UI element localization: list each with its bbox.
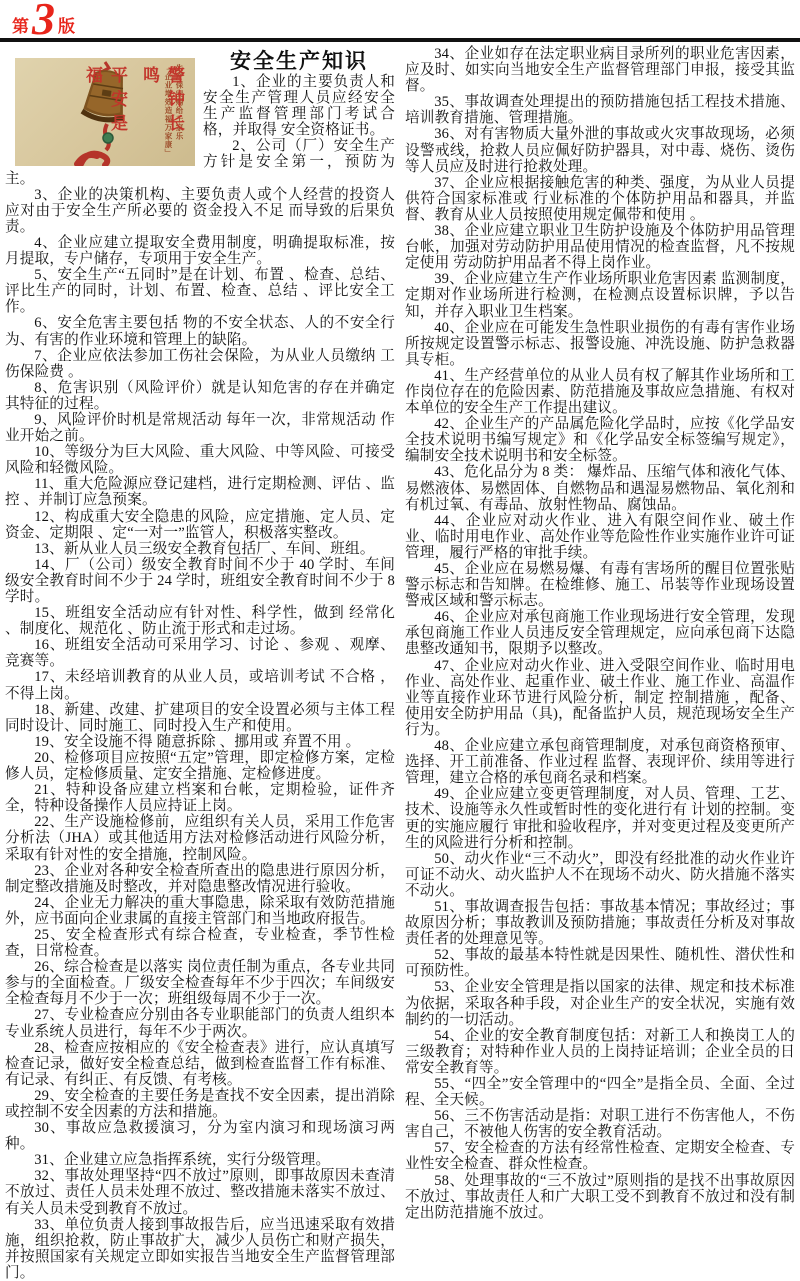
article-item: 58、处理事故的“三不放过”原则指的是找不出事故原因不放过、事故责任人和广大职工受不到教育不放过和没有制定出防范措施不放过。 bbox=[405, 1172, 795, 1221]
poster-slogan bbox=[80, 66, 187, 160]
article-item: 8、危害识别（风险评价）就是认知危害的存在并确定其特征的过程。 bbox=[5, 379, 395, 412]
article-item: 10、等级分为巨大风险、重大风险、中等风险、可接受风险和轻微风险。 bbox=[5, 444, 395, 477]
article-item: 42、企业生产的产品属危险化学品时，应按《化学品安全技术说明书编写规定》和《化学品安全标签编写规定》，编制安全技术说明书和安全标签。 bbox=[405, 416, 795, 465]
column-right bbox=[405, 46, 795, 1281]
poster-slogan-right: 警钟长鸣 bbox=[140, 66, 184, 138]
article-item: 20、检修项目应按照“五定”管理，即定检修方案，定检修人员，定检修质量、定安全措施、定检修进度。 bbox=[5, 749, 395, 783]
article-item: 45、企业应在易燃易爆、有毒有害场所的醒目位置张贴警示标志和告知牌。在检维修、施工、吊装等作业现场设置警戒区域和警示标志。 bbox=[405, 561, 795, 610]
article-item: 49、企业应建立变更管理制度，对人员、管理、工艺、技术、设施等永久性或暂时性的变化进行有 计划的控制。变更的实施应履行 审批和验收程序，并对变更过程及变更所产生的风险进行分析和控制。 bbox=[405, 786, 795, 851]
article-item: 14、厂（公司）级安全教育时间不少于 40 学时、车间级安全教育时间不少于 24 学时，班组安全教育时间不少于 8 学时。 bbox=[5, 556, 395, 605]
items-right bbox=[405, 46, 795, 1221]
article-item: 5、安全生产“五同时”是在计划、布置 、检查、总结、评比生产的同时，计划、布置、检查、总结 、评比安全工作。 bbox=[5, 267, 395, 316]
article-item: 17、未经培训教育的从业人员，或培训考试 不合格 ，不得上岗。 bbox=[5, 669, 395, 702]
article-item: 34、企业如存在法定职业病目录所列的职业危害因素，应及时、如实向当地安全生产监督管理部门申报，接受其监督。 bbox=[405, 46, 795, 95]
article-item: 48、企业应建立承包商管理制度，对承包商资格预审、选择、开工前准备、作业过程 监督、表现评价、续用等进行管理，建立合格的承包商名录和档案。 bbox=[405, 738, 795, 787]
article-title: 安全生产知识 bbox=[230, 49, 368, 73]
poster-slogan-left: 平安是福 bbox=[83, 66, 127, 138]
article-item: 1、企业的主要负责人和安全生产管理人员应经安全生产监督管理部门考试合格，并取得 安全资格证书。 bbox=[203, 74, 395, 139]
article-item: 51、事故调查报告包括：事故基本情况；事故经过；事故原因分析；事故教训及预防措施；事故责任分析及对事故责任者的处理意见等。 bbox=[405, 898, 795, 948]
article-item: 22、生产设施检修前，应组织有关人员，采用工作危害分析法（JHA）或其他适用方法对检修活动进行风险分析，采取有针对性的安全措施，控制风险。 bbox=[5, 814, 395, 863]
article-item: 43、危化品分为 8 类： 爆炸品、压缩气体和液化气体、易燃液体、易燃固体、自燃物品和遇湿易燃物品、氧化剂和有机过氧、有毒品、放射性物品、腐蚀品。 bbox=[405, 464, 795, 513]
article-item: 37、企业应根据接触危害的种类、强度，为从业人员提供符合国家标准或 行业标准的个体防护用品和器具，并监督、教育从业人员按照使用规定佩带和使用 。 bbox=[405, 174, 795, 223]
article-item: 7、企业应依法参加工伤社会保险，为从业人员缴纳 工伤保险费 。 bbox=[5, 347, 395, 380]
article-item: 16、班组安全活动可采用学习、讨论 、参观 、观摩、竞赛等。 bbox=[5, 637, 395, 670]
article-item: 9、风险评价时机是常规活动 每年一次，非常规活动 作业开始之前。 bbox=[5, 411, 395, 445]
article-item: 21、特种设备应建立档案和台帐，定期检验，证件齐全，特种设备操作人员应持证上岗。 bbox=[5, 782, 395, 815]
article-item: 24、企业无力解决的重大事隐患，除采取有效防范措施外，应书面向企业隶属的直接主管部门和当地政府报告。 bbox=[5, 894, 395, 927]
article-item: 31、企业建立应急指挥系统，实行分级管理。 bbox=[34, 1152, 331, 1169]
article-item: 52、事故的最基本特性就是因果性、随机性、潜伏性和可预防性。 bbox=[405, 947, 795, 980]
article-item: 47、企业应对动火作业、进入受限空间作业、临时用电作业、高处作业、起重作业、破土作业、施工作业、高温作业等直接作业环节进行风险分析，制定 控制措施 ，配备、使用安全防护用品（具)，配备监护人员，规范现场安全生产行为。 bbox=[405, 657, 795, 738]
article-item: 19、安全设施不得 随意拆除 、挪用或 弃置不用 。 bbox=[34, 733, 361, 750]
article-item: 39、企业应建立生产作业场所职业危害因素 监测制度，定期对作业场所进行检测，在检测点设置标识牌，予以告知，并存入职业卫生档案。 bbox=[405, 271, 795, 320]
article-item: 23、企业对各种安全检查所查出的隐患进行原因分析，制定整改措施及时整改，并对隐患整改情况进行验收。 bbox=[5, 862, 395, 895]
article-item: 55、“四全”安全管理中的“四全”是指全员、全面、全过程、全天候。 bbox=[405, 1076, 795, 1109]
article-item: 27、专业检查应分别由各专业职能部门的负责人组织本专业系统人员进行，每年不少于两次。 bbox=[5, 1007, 395, 1040]
masthead bbox=[0, 0, 800, 42]
article-item: 12、构成重大安全隐患的风险，应定措施、定人员、定资金、定期限 、定“一对一”监管人，积极落实整改。 bbox=[5, 508, 395, 541]
article-item: 41、生产经营单位的从业人员有权了解其作业场所和工作岗位存在的危险因素、防范措施及事故应急措施、有权对本单位的安全生产工作提出建议。 bbox=[405, 367, 795, 417]
article-item: 13、新从业人员三级安全教育包括厂、车间、班组。 bbox=[34, 540, 375, 557]
bell-poster-image bbox=[15, 58, 195, 166]
article-item: 46、企业应对承包商施工作业现场进行安全管理，发现承包商施工作业人员违反安全管理规定，应向承包商下达隐患整改通知书，限期予以整改。 bbox=[405, 609, 795, 658]
article-item: 2、公司（厂）安全生产方针是安全第一，预防为主。 bbox=[5, 138, 395, 187]
article-item: 44、企业应对动火作业、进入有限空间作业、破土作业、临时用电作业、高处作业等危险性作业实施作业许可证管理，履行严格的审批手续。 bbox=[405, 512, 795, 561]
article-item: 33、单位负责人接到事故报告后，应当迅速采取有效措施，组织抢救，防止事故扩大，减少人员伤亡和财产损失，并按照国家有关规定立即如实报告当地安全生产监督管理部门。 bbox=[5, 1216, 395, 1281]
article-item: 26、综合检查是以落实 岗位责任制为重点，各专业共同参与的全面检查。厂级安全检查每年不少于四次；车间级安全检查每月不少于一次；班组级每周不少于一次。 bbox=[5, 959, 395, 1008]
edition-number: 3 bbox=[32, 0, 55, 44]
items-left bbox=[5, 74, 395, 1281]
poster-couplet-right: 生产保安赐给千家乐 bbox=[175, 64, 184, 141]
article-item: 4、企业应建立提取安全费用制度，明确提取标准，按月提取，专户储存，专项用于安全生产。 bbox=[5, 234, 395, 268]
article-item: 50、动火作业“三不动火”，即没有经批准的动火作业许可证不动火、动火监护人不在现场不动火、防火措施不落实不动火。 bbox=[405, 850, 795, 899]
article-item: 18、新建、改建、扩建项目的安全设置必须与主体工程同时设计、同时施工、同时投入生产和使用。 bbox=[5, 701, 395, 734]
edition-prefix: 第 bbox=[12, 17, 29, 36]
article-item: 53、企业安全管理是指以国家的法律、规定和技术标准为依据，采取各种手段，对企业生产的安全状况，实施有效制约的一切活动。 bbox=[405, 979, 795, 1028]
article-item: 6、安全危害主要包括 物的不安全状态、人的不安全行为、有害的作业环境和管理上的缺陷。 bbox=[5, 315, 395, 348]
article-item: 15、班组安全活动应有针对性、科学性，做到 经常化 、制度化、规范化 、防止流于形式和走过场。 bbox=[5, 605, 395, 638]
article-item: 57、安全检查的方法有经常性检查、定期安全检查、专业性安全检查、群众性检查。 bbox=[405, 1140, 795, 1173]
poster-couplet-left: 「企业增效造福万家康」 bbox=[164, 64, 173, 158]
article-item: 29、安全检查的主要任务是查找不安全因素，提出消除或控制不安全因素的方法和措施。 bbox=[5, 1087, 395, 1120]
article-item: 25、安全检查形式有综合检查，专业检查，季节性检查，日常检查。 bbox=[5, 926, 395, 960]
column-left bbox=[5, 46, 395, 1281]
article-item: 35、事故调查处理提出的预防措施包括工程技术措施、培训教育措施、管理措施。 bbox=[405, 94, 795, 127]
article-item: 54、企业的安全教育制度包括：对新工人和换岗工人的三级教育；对特种作业人员的上岗持证培训；企业全员的日常安全教育等。 bbox=[405, 1027, 795, 1076]
article-item: 32、事故处理坚持“四不放过”原则，即事故原因未查清不放过、责任人员未处理不放过、整改措施未落实不放过、有关人员未受到教育不放过。 bbox=[5, 1168, 395, 1217]
article-item: 40、企业应在可能发生急性职业损伤的有毒有害作业场所按规定设置警示标志、报警设施、冲洗设施、防护急救器具专柜。 bbox=[405, 319, 795, 368]
article-item: 11、重大危险源应登记建档，进行定期检测、评估 、监控 、并制订应急预案。 bbox=[5, 476, 395, 509]
page-body bbox=[0, 42, 800, 1281]
article-item: 36、对有害物质大量外泄的事故或火灾事故现场，必须设警戒线，抢救人员应佩好防护器具，对中毒、烧伤、烫伤等人员应及时进行抢救处理。 bbox=[405, 126, 795, 175]
article-item: 30、事故应急救援演习，分为室内演习和现场演习两种。 bbox=[5, 1120, 395, 1153]
edition-suffix: 版 bbox=[58, 17, 75, 36]
article-item: 56、三不伤害活动是指：对职工进行不伤害他人，不伤害自己，不被他人伤害的安全教育活动。 bbox=[405, 1108, 795, 1141]
article-item: 3、企业的决策机构、主要负责人或个人经营的投资人应对由于安全生产所必要的 资金投入不足 而导致的后果负责。 bbox=[5, 186, 395, 235]
article-item: 38、企业应建立职业卫生防护设施及个体防护用品管理台帐，加强对劳动防护用品使用情况的检查监督，凡不按规定使用 劳动防护用品者不得上岗作业。 bbox=[405, 223, 795, 272]
article-item: 28、检查应按相应的《安全检查表》进行，应认真填写检查记录，做好安全检查总结，做到检查监督工作有标准、有记录、有纠正、有反馈、有考核。 bbox=[5, 1039, 395, 1088]
